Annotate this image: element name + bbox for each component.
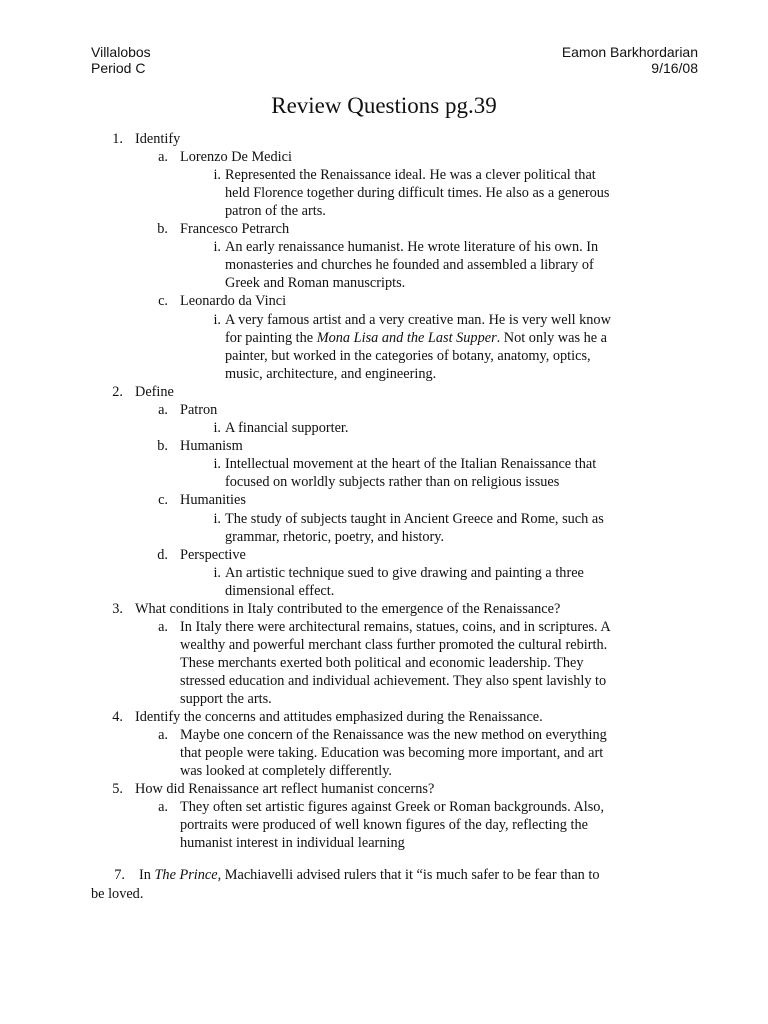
q1b-line-2: monasteries and churches he founded and assembled a library of [225,257,594,273]
q1b-term: Francesco Petrarch [180,221,290,237]
q5a-line-3: humanist interest in individual learning [180,835,405,851]
q7-line-2: be loved. [91,886,144,902]
q4a-line-2: that people were taking. Education was becoming more important, and art [180,745,604,761]
q5a-line-2: portraits were produced of well known figures of the day, reflecting the [180,817,588,833]
q1c-line-2-italic: Mona Lisa and the Last Supper [316,330,497,346]
q2c-i-marker: i. [213,511,221,527]
q3a-line-5: support the arts. [180,691,272,707]
q1b-line-1: An early renaissance humanist. He wrote literature of his own. In [225,239,599,255]
q4a-line-3: was looked at completely differently. [180,763,393,779]
q1c-marker: c. [158,293,168,309]
q2c-term: Humanities [180,492,246,508]
q1c-line-3: painter, but worked in the categories of botany, anatomy, optics, [225,348,591,364]
q1b-marker: b. [157,221,168,237]
q1a-line-1: Represented the Renaissance ideal. He was a clever political that [225,167,596,183]
date: 9/16/08 [651,60,698,76]
q3a-line-2: wealthy and powerful merchant class further promoted the cultural rebirth. [180,637,608,653]
page-title: Review Questions pg.39 [271,93,497,118]
q2d-i-marker: i. [213,565,221,581]
q7-line-1 [139,866,600,884]
q2a-line-1: A financial supporter. [225,420,349,436]
q4a-marker: a. [158,727,168,743]
q1b-i-marker: i. [213,239,221,255]
q1c-line-1: A very famous artist and a very creative man. He is very well know [225,312,611,328]
q7-post: Machiavelli advised rulers that it “is much safer to be fear than to [221,867,600,883]
q2c-line-1: The study of subjects taught in Ancient Greece and Rome, such as [225,511,604,527]
teacher-name: Villalobos [91,44,151,60]
q3a-line-4: stressed education and individual achievement. They also spent lavishly to [180,673,607,689]
header-right [562,44,698,76]
q3a-marker: a. [158,619,168,635]
header-left [91,44,151,76]
q2a-i-marker: i. [213,420,221,436]
q1a-i-marker: i. [213,167,221,183]
q3-number: 3. [112,601,123,617]
q1b-line-3: Greek and Roman manuscripts. [225,275,406,291]
q7-pre: In [139,867,155,883]
q7-number: 7. [114,867,125,883]
q1a-marker: a. [158,149,168,165]
q1a-line-2: held Florence together during difficult times. He also as a generous [225,185,610,201]
q1a-term: Lorenzo De Medici [180,149,292,165]
q2-label: Define [135,384,174,400]
q5a-marker: a. [158,799,168,815]
q1-label: Identify [135,131,181,147]
q2d-line-1: An artistic technique sued to give drawing and painting a three [225,565,584,581]
q1-number: 1. [112,131,123,147]
q4-question: Identify the concerns and attitudes emphasized during the Renaissance. [135,709,543,725]
q1c-line-2-post: . Not only was he a [496,330,608,346]
q2d-line-2: dimensional effect. [225,583,335,599]
q2c-line-2: grammar, rhetoric, poetry, and history. [225,529,445,545]
q2b-line-1: Intellectual movement at the heart of the Italian Renaissance that [225,456,597,472]
q2d-marker: d. [157,547,168,563]
class-period: Period C [91,60,146,76]
q1c-line-2-pre: for painting the [225,330,317,346]
q2c-marker: c. [158,492,168,508]
q2a-marker: a. [158,402,168,418]
q1c-line-4: music, architecture, and engineering. [225,366,437,382]
q2b-i-marker: i. [213,456,221,472]
q1c-i-marker: i. [213,312,221,328]
q2d-term: Perspective [180,547,246,563]
q2-number: 2. [112,384,123,400]
q2b-marker: b. [157,438,168,454]
q5a-line-1: They often set artistic figures against Greek or Roman backgrounds. Also, [180,799,605,815]
q2b-line-2: focused on worldly subjects rather than on religious issues [225,474,560,490]
q3-question: What conditions in Italy contributed to the emergence of the Renaissance? [135,601,561,617]
q3a-line-1: In Italy there were architectural remains, statues, coins, and in scriptures. A [180,619,611,635]
q2a-term: Patron [180,402,218,418]
q7-book-title: The Prince, [154,867,222,883]
student-name: Eamon Barkhordarian [561,44,698,60]
q3a-line-3: These merchants exerted both political and economic leadership. They [180,655,584,671]
q4-number: 4. [112,709,123,725]
q5-number: 5. [112,781,123,797]
q1a-line-3: patron of the arts. [225,203,326,219]
q4a-line-1: Maybe one concern of the Renaissance was the new method on everything [180,727,607,743]
q1c-term: Leonardo da Vinci [180,293,287,309]
q1c-line-2 [225,329,607,347]
q2b-term: Humanism [180,438,243,454]
q5-question: How did Renaissance art reflect humanist concerns? [135,781,435,797]
